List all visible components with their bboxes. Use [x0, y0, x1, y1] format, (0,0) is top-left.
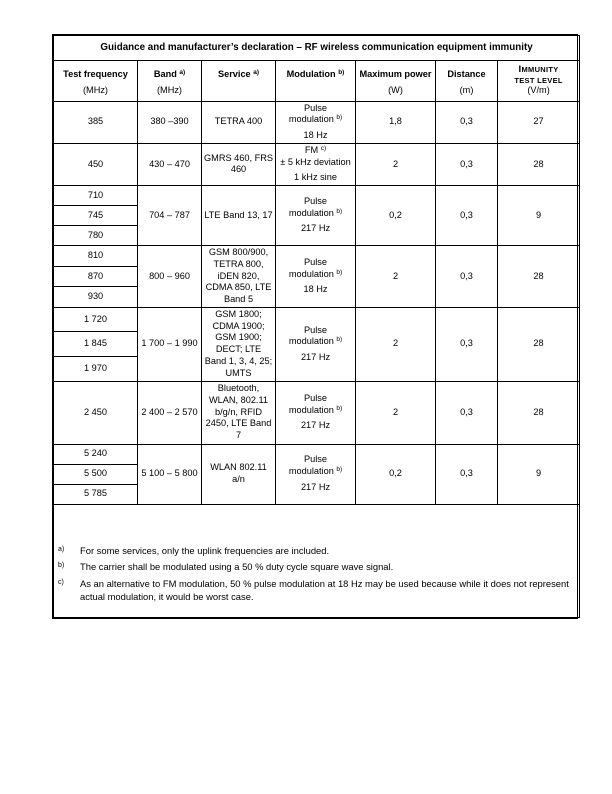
modulation-line: 1 kHz sine	[294, 172, 337, 183]
distance-cell: 0,3	[436, 307, 498, 381]
header-test-frequency: Test frequency	[54, 61, 138, 85]
modulation-line: Pulse	[304, 392, 327, 403]
modulation-cell	[276, 381, 356, 444]
test-frequency-cell: 710	[54, 186, 138, 206]
header-immunity-test-level: IMMUNITY TEST LEVEL	[498, 61, 580, 85]
table-row	[54, 307, 580, 332]
band-cell: 2 400 – 2 570	[138, 381, 202, 444]
modulation-cell	[276, 307, 356, 381]
band-cell: 430 – 470	[138, 143, 202, 185]
modulation-cell	[276, 101, 356, 143]
footnotes-cell	[54, 504, 580, 618]
max-power-cell: 2	[356, 381, 436, 444]
service-cell: GMRS 460, FRS 460	[202, 143, 276, 185]
band-cell: 800 – 960	[138, 246, 202, 308]
modulation-line: Pulse	[304, 454, 327, 465]
distance-cell: 0,3	[436, 381, 498, 444]
modulation-line: Pulse	[304, 256, 327, 267]
test-frequency-cell: 870	[54, 266, 138, 287]
modulation-line: Pulse	[304, 324, 327, 335]
immunity-level-cell: 27	[498, 101, 580, 143]
immunity-level-cell: 28	[498, 246, 580, 308]
test-frequency-cell: 1 970	[54, 356, 138, 381]
unit-immunity: (V/m)	[498, 85, 580, 102]
rf-immunity-table	[53, 35, 580, 618]
test-frequency-cell: 2 450	[54, 381, 138, 444]
max-power-cell: 2	[356, 307, 436, 381]
distance-cell: 0,3	[436, 444, 498, 504]
footnotes	[58, 545, 575, 604]
table-body	[54, 101, 580, 504]
modulation-line: 217 Hz	[300, 352, 331, 363]
service-cell: Bluetooth, WLAN, 802.11 b/g/n, RFID 2450, LTE Band 7	[202, 381, 276, 444]
test-frequency-cell: 450	[54, 143, 138, 185]
band-cell: 1 700 – 1 990	[138, 307, 202, 381]
max-power-cell: 2	[356, 246, 436, 308]
immunity-level-cell: 28	[498, 143, 580, 185]
rf-immunity-table-frame	[52, 34, 578, 619]
immunity-level-cell: 28	[498, 307, 580, 381]
modulation-line: ± 5 kHz deviation	[280, 156, 351, 167]
modulation-cell	[276, 246, 356, 308]
modulation-line: modulation $^{b)}$	[288, 404, 343, 415]
test-frequency-cell: 780	[54, 226, 138, 246]
test-frequency-cell: 1 720	[54, 307, 138, 332]
distance-cell: 0,3	[436, 101, 498, 143]
immunity-level-cell: 9	[498, 444, 580, 504]
max-power-cell: 0,2	[356, 444, 436, 504]
immunity-level-cell: 9	[498, 186, 580, 246]
modulation-cell	[276, 444, 356, 504]
footnote-marker: a)	[58, 545, 65, 553]
test-frequency-cell: 5 500	[54, 464, 138, 484]
modulation-line: modulation $^{b)}$	[288, 114, 343, 125]
footnote-text: As an alternative to FM modulation, 50 % pulse modulation at 18 Hz may be used because while it does not represent actual modulation, it would be worst case.	[80, 577, 569, 602]
unit-test-frequency: (MHz)	[54, 85, 138, 102]
footnote-marker: b)	[58, 562, 65, 570]
footnote	[58, 561, 575, 574]
max-power-cell: 0,2	[356, 186, 436, 246]
header-band: Band $^{a)}$	[138, 61, 202, 85]
modulation-line: Pulse	[304, 195, 327, 206]
modulation-cell	[276, 143, 356, 185]
modulation-line: 18 Hz	[303, 130, 328, 141]
footnote-marker: c)	[58, 578, 64, 586]
table-row	[54, 444, 580, 464]
modulation-line: 217 Hz	[300, 223, 331, 234]
service-cell: GSM 800/900, TETRA 800, iDEN 820, CDMA 850, LTE Band 5	[202, 246, 276, 308]
header-max-power: Maximum power	[356, 61, 436, 85]
modulation-line: FM $^{c)}$	[304, 144, 327, 155]
footnote	[58, 545, 575, 558]
header-modulation: Modulation $^{b)}$	[276, 61, 356, 85]
service-cell: LTE Band 13, 17	[202, 186, 276, 246]
unit-service	[202, 85, 276, 102]
table-row	[54, 381, 580, 444]
test-frequency-cell: 810	[54, 246, 138, 267]
service-cell: GSM 1800; CDMA 1900; GSM 1900; DECT; LTE Band 1, 3, 4, 25; UMTS	[202, 307, 276, 381]
unit-max-power: (W)	[356, 85, 436, 102]
unit-modulation	[276, 85, 356, 102]
footnote-text: For some services, only the uplink frequencies are included.	[80, 544, 330, 556]
modulation-line: 217 Hz	[300, 481, 331, 492]
table-row	[54, 186, 580, 206]
unit-band: (MHz)	[138, 85, 202, 102]
service-cell: TETRA 400	[202, 101, 276, 143]
service-cell: WLAN 802.11 a/n	[202, 444, 276, 504]
modulation-line: modulation $^{b)}$	[288, 207, 343, 218]
table-row	[54, 143, 580, 185]
modulation-line: modulation $^{b)}$	[288, 336, 343, 347]
modulation-cell	[276, 186, 356, 246]
table-title: Guidance and manufacturer’s declaration – RF wireless communication equipment immunity	[54, 36, 580, 61]
test-frequency-cell: 930	[54, 287, 138, 308]
modulation-line: modulation $^{b)}$	[288, 268, 343, 279]
header-service: Service $^{a)}$	[202, 61, 276, 85]
immunity-level-cell: 28	[498, 381, 580, 444]
test-frequency-cell: 5 240	[54, 444, 138, 464]
modulation-line: 217 Hz	[300, 420, 331, 431]
distance-cell: 0,3	[436, 186, 498, 246]
band-cell: 380 –390	[138, 101, 202, 143]
footnote	[58, 578, 575, 603]
max-power-cell: 2	[356, 143, 436, 185]
header-distance: Distance	[436, 61, 498, 85]
modulation-line: 18 Hz	[303, 284, 328, 295]
test-frequency-cell: 1 845	[54, 332, 138, 357]
band-cell: 5 100 – 5 800	[138, 444, 202, 504]
table-row	[54, 246, 580, 267]
table-row	[54, 101, 580, 143]
max-power-cell: 1,8	[356, 101, 436, 143]
footnote-text: The carrier shall be modulated using a 50 % duty cycle square wave signal.	[80, 561, 394, 573]
test-frequency-cell: 745	[54, 206, 138, 226]
band-cell: 704 – 787	[138, 186, 202, 246]
modulation-line: modulation $^{b)}$	[288, 466, 343, 477]
test-frequency-cell: 5 785	[54, 484, 138, 504]
distance-cell: 0,3	[436, 246, 498, 308]
distance-cell: 0,3	[436, 143, 498, 185]
unit-distance: (m)	[436, 85, 498, 102]
test-frequency-cell: 385	[54, 101, 138, 143]
modulation-line: Pulse	[304, 102, 327, 113]
